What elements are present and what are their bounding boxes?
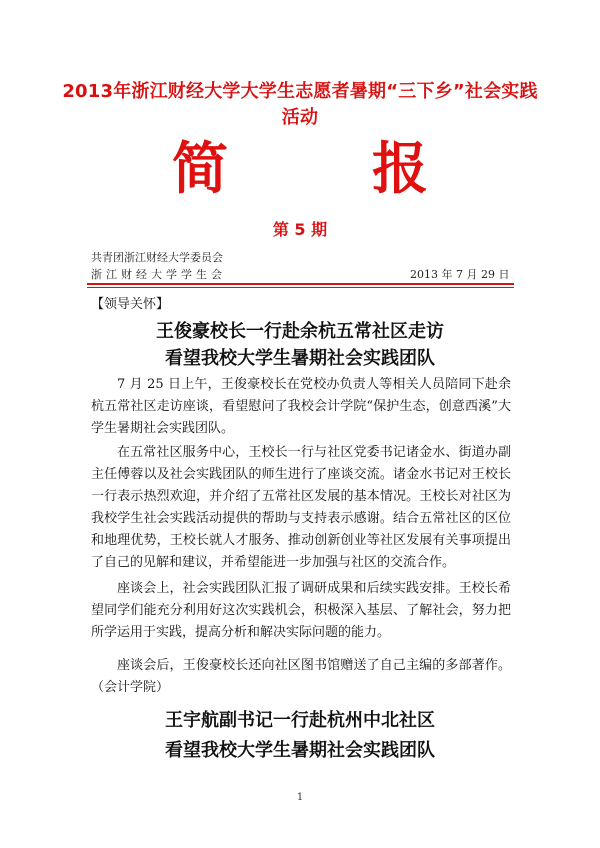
article1-title-line2: 看望我校大学生暑期社会实践团队 <box>165 348 435 369</box>
report-big-title <box>0 137 600 202</box>
org-line-2: 浙江财经大学学生会 <box>91 268 226 281</box>
article1-paragraph: 7 月 25 日上午，王俊豪校长在党校办负责人等相关人员陪同下赴余杭五常社区走访座谈，看望慰问了我校会计学院“保护生态，创意西溪”大学生暑期社会实践团队。 <box>91 377 511 436</box>
header-divider-thick <box>87 283 514 285</box>
big-title-char-2: 报 <box>372 137 428 202</box>
big-title-char-1: 简 <box>172 137 228 202</box>
article2-title-line1: 王宇航副书记一行赴杭州中北社区 <box>165 710 435 731</box>
report-header-title: 2013年浙江财经大学大学生志愿者暑期“三下乡”社会实践活动 <box>62 81 538 128</box>
article1-title-line1: 王俊豪校长一行赴余杭五常社区走访 <box>156 321 444 342</box>
article1-paragraph: 座谈会上，社会实践团队汇报了调研成果和后续实践安排。王校长希望同学们能充分利用好这次实践机会，积极深入基层、了解社会，努力把所学运用于实践，提高分析和解决实际问题的能力。 <box>91 581 511 640</box>
article2-title-line2: 看望我校大学生暑期社会实践团队 <box>165 740 435 761</box>
article1-paragraph: 在五常社区服务中心，王校长一行与社区党委书记诸金水、街道办副主任傅蓉以及社会实践团队的师生进行了座谈交流。诸金水书记对王校长一行表示热烈欢迎，并介绍了五常社区发展的基本情况。王校长对社区为我校学生社会实践活动提供的帮助与支持表示感谢。结合五常社区的区位和地理优势，王校长就人才服务、推动创新创业等社区发展有关事项提出了自己的见解和建议，并希望能进一步加强与社区的交流合作。 <box>91 445 511 570</box>
issue-number: 第 5 期 <box>272 220 328 239</box>
article1-paragraph: 座谈会后，王俊豪校长还向社区图书馆赠送了自己主编的多部著作。（会计学院） <box>91 658 511 695</box>
org-line-1: 共青团浙江财经大学委员会 <box>91 251 223 264</box>
header-divider-thin <box>87 287 514 288</box>
page-number: 1 <box>296 792 304 803</box>
section-tag: 【领导关怀】 <box>91 297 170 312</box>
issue-date: 2013 年 7 月 29 日 <box>410 268 510 281</box>
